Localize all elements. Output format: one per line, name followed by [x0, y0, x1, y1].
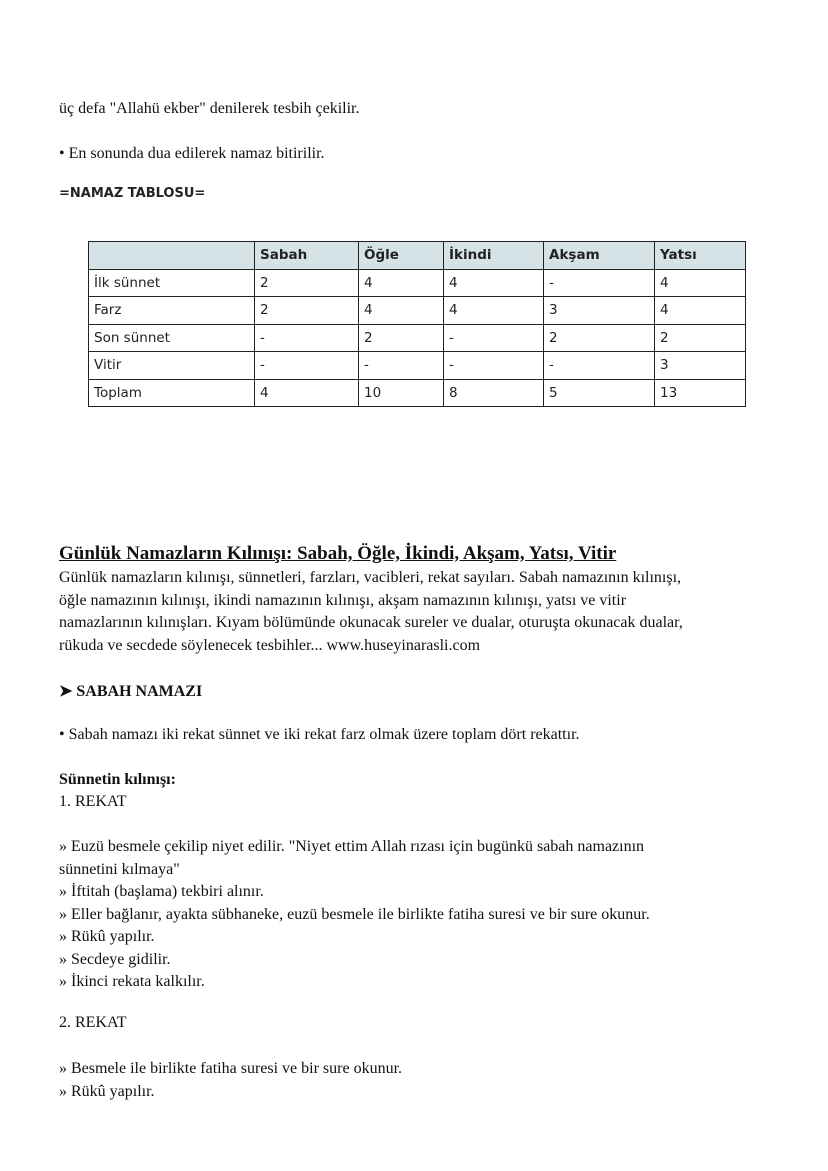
intro-line: Günlük namazların kılınışı, sünnetleri, farzları, vacibleri, rekat sayıları. Sabah namazının kılınışı, [59, 569, 682, 586]
table-cell: Son sünnet [89, 324, 255, 352]
table-header-row [89, 242, 746, 270]
rekat-1-steps [59, 836, 650, 994]
table-cell: 4 [255, 379, 359, 407]
table-cell: - [255, 324, 359, 352]
table-row [89, 324, 746, 352]
table-cell: 4 [359, 297, 444, 325]
step-line: » İkinci rekata kalkılır. [59, 973, 205, 990]
intro-line: namazlarının kılınışları. Kıyam bölümünde okunacak sureler ve dualar, oturuşta okunacak dualar, [59, 614, 683, 631]
bullet-line: • En sonunda dua edilerek namaz bitirilir. [59, 145, 325, 162]
header-cell: İkindi [444, 242, 544, 270]
header-cell: Yatsı [655, 242, 746, 270]
rekat-2-label: 2. REKAT [59, 1014, 127, 1031]
table-cell: 2 [544, 324, 655, 352]
table-cell: - [444, 352, 544, 380]
table-cell: 4 [655, 297, 746, 325]
table-cell: 8 [444, 379, 544, 407]
table-cell: İlk sünnet [89, 269, 255, 297]
sabah-summary: • Sabah namazı iki rekat sünnet ve iki rekat farz olmak üzere toplam dört rekattır. [59, 726, 580, 743]
table-cell: 4 [655, 269, 746, 297]
step-line: » Rükû yapılır. [59, 928, 155, 945]
table-cell: - [544, 352, 655, 380]
rekat-1-label: 1. REKAT [59, 793, 127, 810]
table-cell: 10 [359, 379, 444, 407]
rekat-2-steps [59, 1058, 402, 1103]
step-line: » Eller bağlanır, ayakta sübhaneke, euzü besmele ile birlikte fatiha suresi ve bir sure okunur. [59, 905, 650, 923]
table-cell: 2 [655, 324, 746, 352]
step-line: » Rükû yapılır. [59, 1082, 155, 1100]
table-title: =NAMAZ TABLOSU= [59, 186, 206, 201]
step-line: » Euzü besmele çekilip niyet edilir. "Niyet ettim Allah rızası için bugünkü sabah namazının [59, 838, 645, 855]
table-cell: Toplam [89, 379, 255, 407]
sunnet-heading: Sünnetin kılınışı: [59, 771, 176, 788]
namaz-table [88, 241, 746, 407]
step-line: » Secdeye gidilir. [59, 950, 171, 968]
text-line: üç defa "Allahü ekber" denilerek tesbih çekilir. [59, 100, 360, 117]
table-cell: 4 [359, 269, 444, 297]
table-cell: 13 [655, 379, 746, 407]
table-row [89, 379, 746, 407]
table-cell: 3 [655, 352, 746, 380]
intro-line: rükuda ve secdede söylenecek tesbihler... www.huseyinarasli.com [59, 636, 481, 654]
table-cell: - [544, 269, 655, 297]
section-title: Günlük Namazların Kılınışı: Sabah, Öğle, İkindi, Akşam, Yatsı, Vitir [59, 543, 617, 564]
table-cell: 2 [359, 324, 444, 352]
table-row [89, 297, 746, 325]
table-cell: - [444, 324, 544, 352]
table-cell: - [359, 352, 444, 380]
table-cell: 4 [444, 297, 544, 325]
sabah-namazi-heading: ➤ SABAH NAMAZI [59, 683, 203, 700]
table-cell: 4 [444, 269, 544, 297]
table-cell: Vitir [89, 352, 255, 380]
intro-line: öğle namazının kılınışı, ikindi namazının kılınışı, akşam namazının kılınışı, yatsı ve vitir [59, 591, 627, 609]
header-cell: Öğle [359, 242, 444, 270]
header-cell [89, 242, 255, 270]
table-cell: 5 [544, 379, 655, 407]
step-line: sünnetini kılmaya" [59, 860, 180, 878]
header-cell: Akşam [544, 242, 655, 270]
table-cell: Farz [89, 297, 255, 325]
table-cell: 2 [255, 297, 359, 325]
step-line: » İftitah (başlama) tekbiri alınır. [59, 883, 264, 900]
table-cell: - [255, 352, 359, 380]
table-row [89, 269, 746, 297]
step-line: » Besmele ile birlikte fatiha suresi ve bir sure okunur. [59, 1060, 403, 1077]
table-cell: 3 [544, 297, 655, 325]
section-intro [59, 567, 759, 657]
table-cell: 2 [255, 269, 359, 297]
table-row [89, 352, 746, 380]
header-cell: Sabah [255, 242, 359, 270]
